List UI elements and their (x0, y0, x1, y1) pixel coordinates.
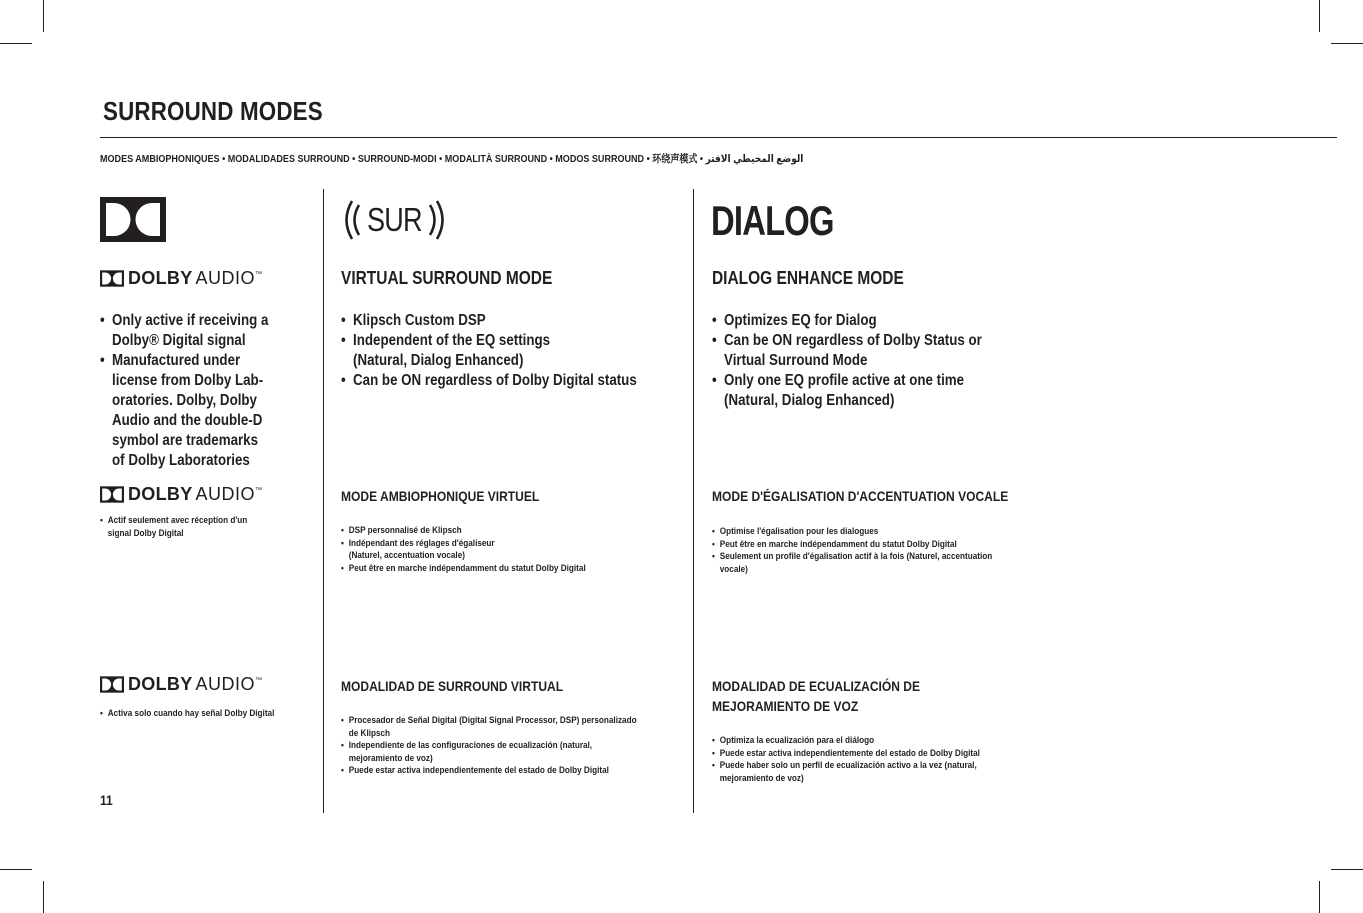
list-item: • Optimizes EQ for Dialog (712, 311, 982, 331)
page-number: 11 (100, 792, 113, 808)
list-item: (Naturel, accentuation vocale) (348, 550, 465, 561)
list-item: • Peut être en marche indépendamment du statut Dolby Digital (712, 539, 992, 552)
list-item: • Peut être en marche indépendamment du statut Dolby Digital (341, 563, 586, 576)
crop-mark (1331, 43, 1363, 44)
dolby-wordmark: DOLBY (128, 484, 193, 504)
list-item: • Procesador de Señal Digital (Digital Signal Processor, DSP) personalizado (341, 715, 637, 728)
dolby-audio-logo (100, 484, 262, 505)
page-title: SURROUND MODES (103, 96, 323, 126)
section-heading: MODALIDAD DE SURROUND VIRTUAL (341, 678, 564, 694)
section-heading: MODE AMBIOPHONIQUE VIRTUEL (341, 488, 540, 504)
list-item: • Puede estar activa independientemente del estado de Dolby Digital (712, 748, 980, 761)
col3-en-text (712, 311, 982, 411)
crop-mark (0, 869, 32, 870)
crop-mark (1319, 881, 1320, 913)
dolby-double-d-icon (100, 676, 124, 693)
dolby-double-d-icon (100, 486, 124, 503)
col1-en-text (100, 311, 268, 471)
dolby-wordmark: DOLBY (128, 268, 193, 288)
list-item: license from Dolby Lab- (112, 372, 264, 389)
list-item: • Manufactured under (100, 351, 268, 371)
list-item: • Optimise l'égalisation pour les dialogues (712, 526, 992, 539)
list-item: mejoramiento de voz) (719, 772, 804, 784)
list-item: • Indépendant des réglages d'égaliseur (341, 538, 586, 551)
list-item: mejoramiento de voz) (348, 752, 433, 764)
list-item: • Activa solo cuando hay señal Dolby Digital (100, 708, 274, 721)
list-item: Audio and the double-D (112, 412, 263, 429)
list-item: • Actif seulement avec réception d'un (100, 515, 247, 528)
list-item: vocale) (719, 563, 748, 575)
dolby-audio-logo (100, 674, 262, 695)
crop-mark (43, 0, 44, 32)
column-divider (693, 189, 694, 813)
list-item: • Can be ON regardless of Dolby Digital status (341, 371, 637, 391)
col1-es-text (100, 708, 274, 721)
list-item: • Klipsch Custom DSP (341, 311, 637, 331)
list-item: (Natural, Dialog Enhanced) (724, 392, 895, 409)
list-item: • Independent of the EQ settings (341, 331, 637, 351)
section-heading: MEJORAMIENTO DE VOZ (712, 698, 859, 714)
list-item: Dolby® Digital signal (112, 332, 246, 349)
crop-mark (0, 43, 32, 44)
list-item: symbol are trademarks (112, 432, 259, 449)
list-item: • Puede estar activa independientemente del estado de Dolby Digital (341, 765, 637, 778)
column-divider (323, 189, 324, 813)
left-sound-wave-icon (341, 198, 361, 242)
list-item: Virtual Surround Mode (724, 352, 868, 369)
audio-wordmark: AUDIO (195, 674, 256, 694)
list-item: • Seulement un profile d'égalisation actif à la fois (Naturel, accentuation (712, 551, 992, 564)
trademark-symbol: ™ (255, 271, 263, 278)
section-heading: MODALIDAD DE ECUALIZACIÓN DE (712, 678, 921, 694)
crop-mark (1319, 0, 1320, 32)
list-item: • Can be ON regardless of Dolby Status or (712, 331, 982, 351)
crop-mark (43, 881, 44, 913)
list-item: • Optimiza la ecualización para el diálogo (712, 735, 980, 748)
audio-wordmark: AUDIO (195, 268, 256, 288)
title-rule (100, 137, 1337, 138)
dolby-double-d-icon (100, 270, 124, 287)
sur-wordmark: SUR (367, 201, 422, 238)
list-item: • Independiente de las configuraciones de ecualización (natural, (341, 740, 637, 753)
trademark-symbol: ™ (255, 487, 263, 494)
section-heading: MODE D'ÉGALISATION D'ACCENTUATION VOCALE (712, 488, 1009, 504)
languages-line: MODES AMBIOPHONIQUES • MODALIDADES SURROUND • SURROUND-MODI • MODALITÀ SURROUND • MODOS SURROUND • 环绕声模式 • الوضع المحيطي الافتر (100, 153, 804, 165)
col1-fr-text (100, 515, 247, 540)
col3-es-text (712, 735, 980, 785)
col2-en-text (341, 311, 637, 391)
list-item: • Only one EQ profile active at one time (712, 371, 982, 391)
crop-mark (1331, 869, 1363, 870)
section-heading: DIALOG ENHANCE MODE (712, 268, 904, 288)
sur-logo (341, 198, 448, 242)
section-heading: VIRTUAL SURROUND MODE (341, 268, 553, 288)
dolby-double-d-icon (100, 197, 166, 247)
list-item: • Puede haber solo un perfil de ecualización activo a la vez (natural, (712, 760, 980, 773)
list-item: • Only active if receiving a (100, 311, 268, 331)
col2-es-text (341, 715, 637, 778)
list-item: • DSP personnalisé de Klipsch (341, 525, 586, 538)
right-sound-wave-icon (428, 198, 448, 242)
dolby-wordmark: DOLBY (128, 674, 193, 694)
trademark-symbol: ™ (255, 677, 263, 684)
audio-wordmark: AUDIO (195, 484, 256, 504)
list-item: de Klipsch (348, 727, 391, 739)
dialog-logo: DIALOG (711, 197, 834, 244)
dolby-audio-logo (100, 268, 262, 289)
list-item: (Natural, Dialog Enhanced) (353, 352, 524, 369)
list-item: of Dolby Laboratories (112, 452, 250, 469)
col2-fr-text (341, 525, 586, 575)
col3-fr-text (712, 526, 992, 576)
list-item: signal Dolby Digital (107, 527, 184, 539)
list-item: oratories. Dolby, Dolby (112, 392, 257, 409)
